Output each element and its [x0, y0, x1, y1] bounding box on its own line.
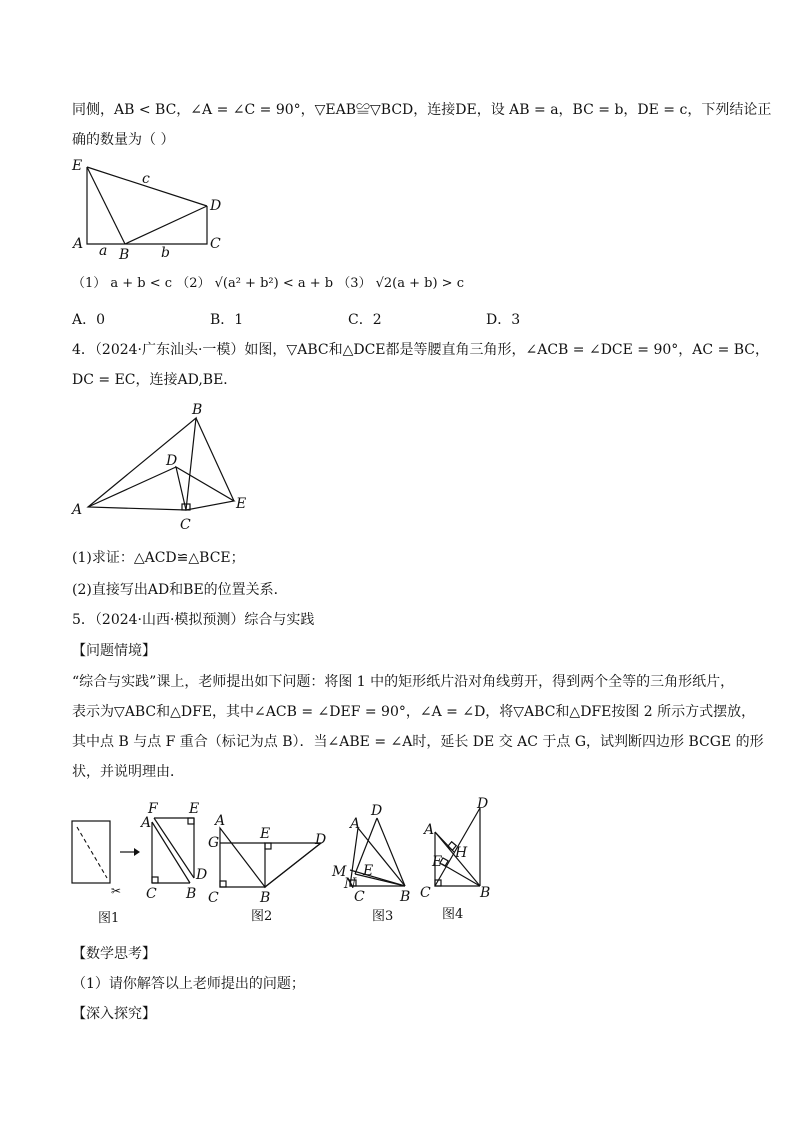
- fig1-label-E: E: [189, 801, 200, 817]
- q3-option-b: B．1: [210, 312, 244, 328]
- q4-figure: [70, 400, 260, 540]
- q5-line-1: 5．（2024·山西·模拟预测）综合与实践: [72, 612, 315, 628]
- fig3-label-E: E: [363, 863, 374, 879]
- fig3-label-D: D: [371, 803, 383, 819]
- fig4-label-D: D: [477, 796, 489, 812]
- fig3-label-M: M: [332, 864, 347, 880]
- fig3-left-leg: [350, 828, 405, 886]
- fig1-cut-2: [154, 818, 194, 878]
- q3-label-a: a: [99, 243, 108, 259]
- q3-label-b: b: [161, 245, 170, 261]
- fig1-caption: 图1: [98, 911, 120, 926]
- fig3-label-B: B: [400, 889, 411, 905]
- q3-option-a: A．0: [72, 312, 106, 328]
- fig1-arrowhead: [134, 848, 140, 856]
- q5-section-problem: 【问题情境】: [72, 643, 156, 659]
- q4-line-1: 4．（2024·广东汕头·一模）如图，▽ABC和△DCE都是等腰直角三角形，∠ACB = ∠DCE = 90°，AC = BC，: [72, 342, 770, 358]
- q4-triangle-ABC: [88, 418, 196, 510]
- fig2-triangle-ABC: [220, 828, 265, 887]
- fig4-segment-EB: [442, 864, 480, 886]
- intro-line-2: 确的数量为（ ）: [72, 132, 175, 148]
- q4-segment-BE: [196, 418, 234, 501]
- fig1-label-A: A: [141, 815, 152, 831]
- q4-label-B: B: [192, 402, 203, 418]
- fig1-rectangle: [72, 821, 110, 883]
- q4-label-A: A: [72, 502, 83, 518]
- fig2-segment-BD: [265, 843, 321, 887]
- q5-section-explore: 【深入探究】: [72, 1006, 156, 1022]
- fig1-cut-1: [152, 822, 190, 883]
- q3-option-c: C．2: [348, 312, 382, 328]
- q5-paragraph-4: 状，并说明理由．: [72, 764, 184, 780]
- q3-figure: [70, 158, 230, 263]
- fig1-right-angle-mark-1: [152, 877, 158, 883]
- q5-figure-3: [330, 800, 430, 930]
- q4-line-2: DC = EC，连接AD,BE．: [72, 372, 238, 388]
- fig1-diagonal-dashed: [77, 827, 107, 878]
- q3-segment-EB: [87, 167, 125, 244]
- q3-label-c: c: [142, 171, 150, 187]
- q5-paragraph-2: 表示为▽ABC和△DFE，其中∠ACB = ∠DEF = 90°，∠A = ∠D，将▽ABC和△DFE按图 2 所示方式摆放，: [72, 704, 756, 720]
- scissors-icon: ✂: [111, 884, 122, 898]
- q4-label-D: D: [166, 453, 178, 469]
- fig3-caption: 图3: [372, 909, 394, 924]
- q5-figure-1: [70, 800, 220, 930]
- q3-label-C: C: [210, 236, 221, 252]
- q3-label-A: A: [73, 236, 84, 252]
- fig1-label-F: F: [148, 801, 158, 817]
- q3-option-d: D．3: [486, 312, 521, 328]
- q5-paragraph-1: “综合与实践”课上，老师提出如下问题：将图 1 中的矩形纸片沿对角线剪开，得到两个全等的三角形纸片，: [72, 674, 735, 690]
- q4-segment-AD: [88, 467, 176, 507]
- q5-figure-2: [205, 800, 345, 930]
- q5-paragraph-3: 其中点 B 与点 F 重合（标记为点 B）．当∠ABE = ∠A时，延长 DE 交 AC 于点 G，试判断四边形 BCGE 的形: [72, 734, 764, 750]
- q3-conclusions: （1） a + b < c （2） √(a² + b²) < a + b （3） √2(a + b) > c: [72, 276, 464, 291]
- fig2-caption: 图2: [251, 909, 273, 924]
- fig2-label-C: C: [208, 890, 219, 906]
- fig2-label-A: A: [215, 813, 226, 829]
- q3-label-B: B: [119, 247, 130, 263]
- fig4-label-B: B: [480, 885, 491, 901]
- q5-section-thinking: 【数学思考】: [72, 946, 156, 962]
- q4-part-1: (1)求证：△ACD≌△BCE；: [72, 550, 245, 566]
- q4-label-C: C: [180, 517, 191, 533]
- fig2-label-G: G: [208, 835, 220, 851]
- q5-question-1: （1）请你解答以上老师提出的问题；: [72, 976, 305, 992]
- fig2-right-angle-mark-2: [265, 843, 271, 849]
- fig2-label-D: D: [315, 832, 327, 848]
- fig3-label-C: C: [354, 889, 365, 905]
- fig4-label-E: E: [432, 854, 443, 870]
- q5-figure-4: [418, 796, 518, 930]
- fig4-caption: 图4: [442, 907, 464, 922]
- fig3-label-N: N: [344, 876, 357, 892]
- intro-line-1: 同侧，AB < BC，∠A = ∠C = 90°，▽EAB≌▽BCD，连接DE，设 AB = a，BC = b，DE = c，下列结论正: [72, 102, 772, 118]
- fig3-segment-DB: [377, 818, 405, 886]
- fig2-label-E: E: [260, 826, 271, 842]
- fig3-label-A: A: [350, 816, 361, 832]
- fig4-label-H: H: [455, 845, 468, 861]
- fig1-label-D: D: [196, 867, 208, 883]
- fig2-label-B: B: [260, 890, 271, 906]
- fig2-right-angle-mark-1: [220, 881, 226, 887]
- q3-label-E: E: [72, 158, 83, 174]
- q4-label-E: E: [236, 496, 247, 512]
- q3-segment-BD: [125, 206, 207, 244]
- q3-label-D: D: [210, 198, 222, 214]
- q4-part-2: (2)直接写出AD和BE的位置关系．: [72, 582, 288, 598]
- fig1-label-C: C: [146, 886, 157, 902]
- fig4-label-A: A: [424, 822, 435, 838]
- fig1-right-angle-mark-2: [188, 818, 194, 824]
- fig4-label-C: C: [420, 885, 431, 901]
- fig1-label-B: B: [186, 886, 197, 902]
